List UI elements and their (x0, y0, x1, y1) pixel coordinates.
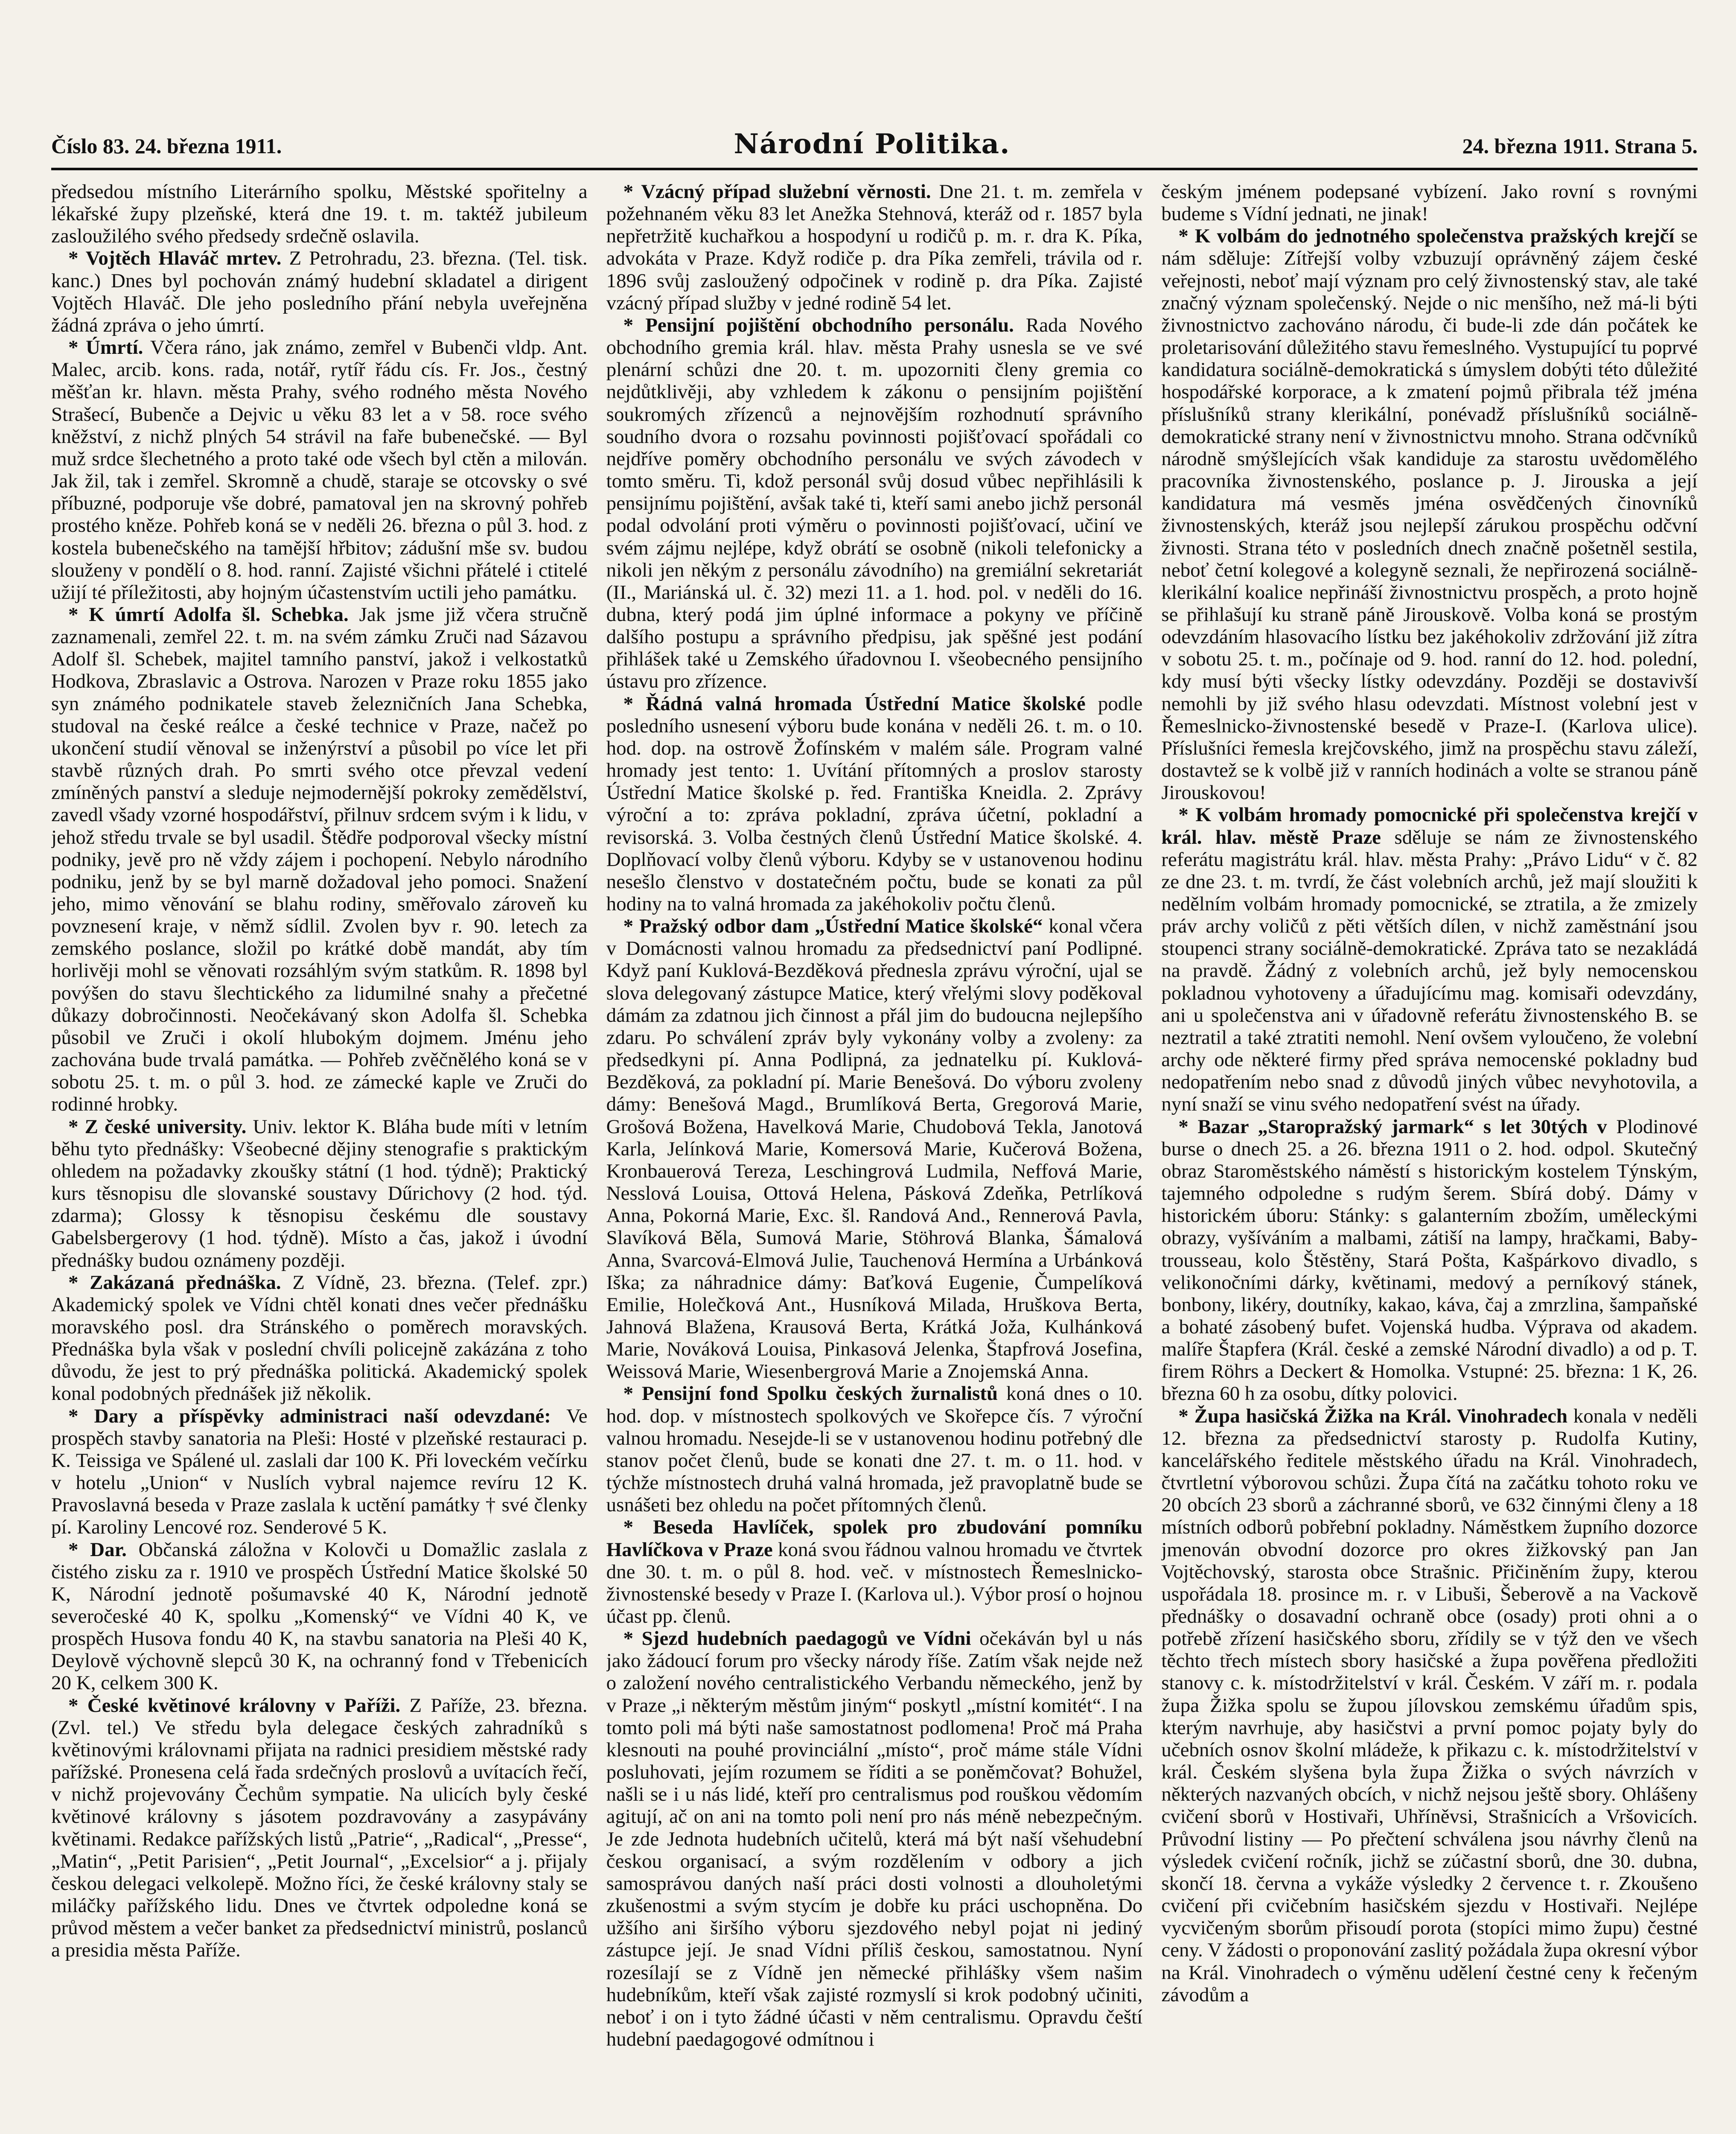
article-paragraph (606, 1516, 1143, 1627)
article-text: Dne 21. t. m. zemřela v požehnaném věku 83 let Anežka Stehnová, kteráž od r. 1857 byla nepřetržitě kuchařkou a hospodyní u rodičů p. m. r. dra K. Píka, advokáta v Praze. Když rodiče p. dra Píka zemřeli, trávila od r. 1896 svůj zasloužený odpočinek v rodině p. dra Píka. Zajisté vzácný případ služby v jedné rodině 54 let. (606, 181, 1143, 314)
article-heading: * K volbám hromady pomocnické při společenstva krejčí v král. hlav. městě Praze (1161, 804, 1698, 848)
article-paragraph (606, 1382, 1143, 1516)
article-heading: * Vojtěch Hlaváč mrtev. (68, 247, 282, 270)
article-text: koná svou řádnou valnou hromadu ve čtvrtek dne 30. t. m. o půl 8. hod. več. v místnostech Řemeslnicko-živnostenské besedy v Praze I. (Karlova ul.). Výbor prosí o hojnou účast pp. členů. (606, 1538, 1143, 1627)
article-heading: * Vzácný případ služební věrnosti. (623, 181, 931, 203)
article-text: Z Petrohradu, 23. března. (Tel. tisk. kanc.) Dnes byl pochován známý hudební skladatel a dirigent Vojtěch Hlaváč. Dle jeho posledního přání nebyla uveřejněna žádná zpráva o jeho úmrtí. (51, 247, 588, 336)
article-text: Plodinové burse o dnech 25. a 26. března 1911 o 2. hod. odpol. Skutečný obraz Staroměstského náměstí s historickým kostelem Týnským, tajemného odpoledne s rudým šerem. Sbírá dobý. Dámy v historickém úboru: Stánky: s galanterním zbožím, uměleckými obrazy, vyšíváním a malbami, zátiší na lampy, hračkami, Baby-trousseau, kolo Štěstěny, Stará Pošta, Kašpárkovo divadlo, s velikonočními dárky, květinami, medový a perníkový stánek, bonbony, likéry, doutníky, kakao, káva, čaj a zmrzlina, šampaňské a bohaté zásobený bufet. Vojenská hudba. Výprava od akadem. malíře Štapfera (Král. české a zemské Národní divadlo) a od p. T. firem Röhrs a Deckert & Homolka. Vstupné: 25. března: 1 K, 26. března 60 h za osobu, dítky polovici. (1161, 1115, 1698, 1405)
issue-date: Číslo 83. 24. března 1911. (51, 134, 282, 158)
article-heading: * Dar. (68, 1538, 127, 1561)
article-heading: * Sjezd hudebních paedagogů ve Vídni (623, 1627, 971, 1650)
page-number: 24. března 1911. Strana 5. (1462, 134, 1698, 158)
article-paragraph (606, 915, 1143, 1382)
article-text: konala v neděli 12. března za předsednictví starosty p. Rudolfa Kutiny, kancelářského ředitele městského úřadu na Král. Vinohradech, čtvrtletní výborovou schůzi. Župa čítá na začátku tohoto roku ve 20 obcích 23 sborů a záchranné sborů, ve 632 činnými členy a 18 místních odborů pobřební pokladny. Náměstkem župního dozorce jmenován obvodní dozorce pro okres žižkovský pan Jan Vojtěchovský, starosta obce Strašnic. Přičiněním župy, kterou uspořádala 18. prosince m. r. v Libuši, Šeberově a na Vackově přednášky o dosavadní ochraně obce (osady) proti ohni a o potřebě zřízení hasičského sboru, zřídily se v týž den ve všech těchto třech místech sbory hasičské a župa pověřena předložiti stanovy c. k. místodržitelství v král. Českém. V září m. r. podala župa Žižka spolu se župou jílovskou zemskému úřadům spis, kterým navrhuje, aby hasičstvi a první pomoc pojaty byly do učebních osnov školní mládeže, k přikazu c. k. místodržitelství v král. Českém slyšena byla župa Žižka o svých návrzích v některých nazvaných obcích, v nichž nejsou ještě sbory. Ohlášeny cvičení sborů v Hostivaři, Uhříněvsi, Strašnicích a Vršovicích. Průvodní listiny — Po přečtení schválena jsou návrhy členů na výsledek cvičení ročník, jichž se zúčastní sborů, dne 30. dubna, skončí 18. června a vykáže výsledky 2 července t. r. Zkoušeno cvičení při cvičebním hasičském sjezdu v Hostivaři. Nejlépe vycvičeným sborům přisoudí porota (stopíci mimo župu) čestné ceny. V žádosti o proponování zaslitý požádala župa okresní výbor na Král. Vinohradech o výměnu udělení čestné ceny k řečeným závodům a (1161, 1405, 1698, 2006)
article-text: očekáván byl u nás jako žádoucí forum pro všecky národy říše. Zatím však nejde než o založení nového centralistického Verbandu německého, jenž by v Praze „i některým městům jiným“ poskytl „místní komitét“. I na tomto poli má býti naše samostatnost podlomena! Proč má Praha klesnouti na pouhé provinciální „místo“, proč máme stále Vídni posluhovati, jejím rozumem se říditi a se poněmčovat? Bohužel, našli se i u nás lidé, kteří pro centralismus pod rouškou vědomím agitují, ač on ani na tomto poli není pro nás méně nebezpečným. Je zde Jednota hudebních učitelů, která má být naší všehudební českou organisací, a svým rozdělením v odbory a jich samosprávou daných naší práci dosti volnosti a dlouholetými zkušenostmi a svým stycím je dobře ku práci uschopněna. Do užšího ani širšího výboru sjezdového nebyl pojat ni jediný zástupce její. Je snad Vídni příliš českou, samostatnou. Nyní rozesílají se z Vídně jen německé přihlášky všem našim hudebníkům, kteří však zajisté rozmyslí si krok podobný učiniti, neboť i on i tyto žádné účasti v něm centralismu. Opravdu čeští hudební paedagogové odmítnou i (606, 1627, 1143, 2050)
article-heading: * Pensijní pojištění obchodního personálu. (623, 314, 1014, 336)
article-text: podle posledního usnesení výboru bude konána v neděli 26. t. m. o 10. hod. dop. na ostrově Žofínském v malém sále. Program valné hromady jest tento: 1. Uvítání přítomných a proslov starosty Ústřední Matice školské p. řed. Františka Kneidla. 2. Zprávy výroční a to: zpráva pokladní, zpráva účetní, pokladní a revisorská. 3. Volba čestných členů Ústřední Matice školské. 4. Doplňovací volby členů výboru. Kdyby se v ustanovenou hodinu nesešlo členstvo v dostatečném počtu, bude se konati za půl hodiny na to valná hromada za jakéhokoliv počtu členů. (606, 692, 1143, 915)
article-text: se nám sděluje: Zítřejší volby vzbuzují oprávněný zájem české veřejnosti, neboť mají význam pro celý živnostenský stav, ale také značný význam společenský. Nejde o nic menšího, než má-li býti živnostnictvo zachováno národu, či bude-li zde dán počátek ke proletarisování důležitého stavu řemeslného. Vystupující tu poprvé kandidatura sociálně-demokratická s úmyslem dobýti této důležité hospodářské korporace, a k zmatení pojmů přibrala též jména příslušníků strany klerikální, ponévadž příslušníků sociálně-demokratické strany není v živnostnictvu mnoho. Strana odčvníků národně smýšlejících však kandiduje za starostu uvědomělého pracovníka živnostenského, poslance p. J. Jirouska a její kandidatura má vesměs jména osvědčených činovníků živnostenských, kteráž jsou nejlepší zárukou prospěchu odčvní živnosti. Strana této v posledních dnech značně pošetněl sestila, neboť četní kolegové a kolegyně seznali, že nepřirozená sociálně-klerikální koalice nepřináší živnostnictvu prospěch, a proto hojně se přihlašují ku straně páně Jirouskově. Volba koná se prostým odevzdáním hlasovacího lístku bez jakéhokoliv zdržování již zítra v sobotu 25. t. m., počínaje od 9. hod. ranní do 12. hod. polední, kdy musí býti všecky lístky odevzdány. Později se dostavivší nemohli by již svého hlasu odevzdati. Místnost volební jest v Řemeslnicko-živnostenské besedě v Praze-I. (Karlova ulice). Příslušníci řemesla krejčovského, jimž na prospěchu stavu záleží, dostavtež se k volbě již v ranních hodinách a volte se stranou páně Jirouskovou! (1161, 225, 1698, 804)
article-heading: * Župa hasičská Žižka na Král. Vinohradech (1178, 1405, 1568, 1427)
article-paragraph (51, 1405, 588, 1539)
article-text: předsedou místního Literárního spolku, Městské spořitelny a lékařské župy plzeňské, která dne 19. t. m. taktéž jubileum zasloužilého svého předsedy srdečně oslavila. (51, 181, 588, 248)
article-paragraph (51, 1694, 588, 1962)
article-heading: * Úmrtí. (68, 336, 143, 359)
article-paragraph (51, 336, 588, 603)
article-paragraph (1161, 1116, 1698, 1405)
article-text: Ve prospěch stavby sanatoria na Pleši: Hosté v plzeňské restauraci p. K. Teissiga ve Spálené ul. zaslali dar 100 K. Při loveckém večírku v hotelu „Union“ v Nuslích vybral najemce revíru 12 K. Pravoslavná beseda v Praze zaslala k uctění památky † své členky pí. Karoliny Lencové roz. Senderové 5 K. (51, 1405, 588, 1539)
article-paragraph (51, 1539, 588, 1694)
article-heading: * České květinové královny v Paříži. (68, 1694, 401, 1717)
article-paragraph (1161, 225, 1698, 804)
article-text: Z Vídně, 23. března. (Telef. zpr.) Akademický spolek ve Vídni chtěl konati dnes večer přednášku moravského posl. dra Stránského o poměrech moravských. Přednáška byla však v poslední chvíli policejně zakázána z toho důvodu, že jest to prý přednáška politická. Akademický spolek konal podobných přednášek již několik. (51, 1271, 588, 1405)
page-header (51, 128, 1698, 170)
column-middle (606, 181, 1143, 2134)
article-paragraph (606, 693, 1143, 915)
article-heading: * Pražský odbor dam „Ústřední Matice školské“ (623, 915, 1043, 938)
article-text: Včera ráno, jak známo, zemřel v Bubenči vldp. Ant. Malec, arcib. kons. rada, notář, rytíř řádu cís. Fr. Jos., čestný měšťan kr. hlavn. města Prahy, svého rodného města Nového Strašecí, Bubenče a Dejvic u věku 83 let a v 58. roce svého kněžství, z nichž plných 54 strávil na faře bubenečské. — Byl muž srdce šlechetného a proto také ode všech byl ctěn a milován. Jak žil, tak i zemřel. Skromně a chudě, staraje se otcovsky o své příbuzné, podporuje vše dobré, pamatoval jen na skrovný pohřeb prostého kněze. Pohřeb koná se v neděli 26. března o půl 3. hod. z kostela bubenečského na tamější hřbitov; zádušní mše sv. budou slouženy v pondělí o 8. hod. ranní. Zajisté všichni přátelé i ctitelé užijí té příležitosti, aby hojným účastenstvím uctili jeho památku. (51, 336, 588, 603)
column-right (1161, 181, 1698, 2134)
article-heading: * Beseda Havlíček, spolek pro zbudování pomníku Havlíčkova v Praze (606, 1516, 1143, 1561)
article-heading: * Zakázaná přednáška. (68, 1271, 281, 1294)
article-paragraph (1161, 181, 1698, 225)
column-left (51, 181, 588, 2134)
article-heading: * Bazar „Staropražský jarmark“ s let 30tých v (1178, 1115, 1607, 1138)
article-text: Z Paříže, 23. března. (Zvl. tel.) Ve středu byla delegace českých zahradníků s květinovými královnami přijata na radnici presidiem městské rady pařížské. Pronesena celá řada srdečných proslovů a uvítacích řečí, v nichž projevovány Čechům sympatie. Na ulicích byly české květinové královny s jásotem pozdravovány a zasypávány květinami. Redakce pařížských listů „Patrie“, „Radical“, „Presse“, „Matin“, „Petit Parisien“, „Petit Journal“, „Excelsior“ a j. přijaly českou delegaci velkolepě. Možno říci, že české královny staly se miláčky pařížského lidu. Dnes ve čtvrtek odpoledne koná se průvod městem a večer banket za předsednictví ministrů, poslanců a presidia města Paříže. (51, 1694, 588, 1962)
article-text: Univ. lektor K. Bláha bude míti v letním běhu tyto přednášky: Všeobecné dějiny stenografie s praktickým ohledem na požadavky zkoušky státní (1 hod. týdně); Praktický kurs těsnopisu dle slovanské soustavy Dűrichovy (2 hod. týd. zdarma); Glossy k těsnopisu českému dle soustavy Gabelsbergerovy (1 hod. týdně). Místo a čas, jakož i úvodní přednášky budou oznámeny později. (51, 1115, 588, 1271)
article-paragraph (51, 247, 588, 336)
article-text: konal včera v Domácnosti valnou hromadu za předsednictví paní Podlipné. Když paní Kuklová-Bezděková přednesla zprávu výroční, ujal se slova delegovaný zástupce Matice, který vřelými slovy poděkoval dámám za zdatnou jich činnost a přál jim do budoucna nejlepšího zdaru. Po schválení zpráv byly vykonány volby a zvoleny: za předsedkyni pí. Anna Podlipná, za jednatelku pí. Kuklová-Bezděková, za pokladní pí. Marie Benešová. Do výboru zvoleny dámy: Benešová Magd., Brumlíková Berta, Gregorová Marie, Grošová Božena, Havelková Marie, Chudobová Tekla, Janotová Karla, Jelínková Marie, Komersová Marie, Kučerová Božena, Kronbauerová Tereza, Leschingrová Ludmila, Neffová Marie, Nesslová Louisa, Ottová Helena, Pásková Zdeňka, Petrlíková Anna, Pokorná Marie, Exc. šl. Randová And., Rennerová Pavla, Slavíková Běla, Sumová Marie, Stöhrová Blanka, Šámalová Anna, Svarcová-Elmová Julie, Tauchenová Hermína a Urbánková Iška; za náhradnice dámy: Baťková Eugenie, Čumpelíková Emilie, Holečková Ant., Husníková Milada, Hruškova Berta, Jahnová Blažena, Krausová Berta, Krátká Joža, Kulhánková Marie, Nováková Louisa, Pinkasová Jelenka, Štapfrová Josefina, Weissová Marie, Wiesenbergrová Marie a Znojemská Anna. (606, 915, 1143, 1383)
article-paragraph (51, 1271, 588, 1405)
article-heading: * Řádná valná hromada Ústřední Matice školské (623, 692, 1086, 715)
article-paragraph (1161, 804, 1698, 1115)
article-text: Jak jsme již včera stručně zaznamenali, zemřel 22. t. m. na svém zámku Zruči nad Sázavou Adolf šl. Schebek, majitel tamního panství, jakož i velkostatků Hodkova, Zbraslavic a Ostrova. Narozen v Praze roku 1855 jako syn známého podnikatele staveb železničních Jana Schebka, studoval na české reálce a české technice v Praze, načež po ukončení studií věnoval se inženýrství a působil po více let při stavbě různých drah. Po smrti svého otce převzal vedení zmíněných panství a sleduje nejmodernější pokroky zemědělství, zavedl všady vzorné hospodářství, přilnuv srdcem svým i k lidu, v jehož středu trvale se byl usadil. Štědře podporoval všecky místní podniky, jevě pro ně vždy zájem i pochopení. Nebylo národního podniku, jenž by se byl marně dožadoval jeho pomoci. Snažení jeho, mimo věnování se blahu rodiny, směřovalo zároveň ku povznesení kraje, v němž sídlil. Zvolen byv r. 90. letech za zemského poslance, složil po krátké době mandát, aby tím horlivěji mohl se věnovati rozsáhlým svým statkům. R. 1898 byl povýšen do stavu šlechtického za lidumilné snahy a přečetné důkazy dobročinnosti. Neočekávaný skon Adolfa šl. Schebka působil ve Zruči i okolí hlubokým dojmem. Jménu jeho zachována bude trvalá památka. — Pohřeb zvěčnělého koná se v sobotu 25. t. m. o půl 3. hod. ze zámecké kaple ve Zruči do rodinné hrobky. (51, 603, 588, 1116)
article-paragraph (1161, 1405, 1698, 2006)
article-paragraph (51, 603, 588, 1116)
article-text: sděluje se nám ze živnostenského referátu magistrátu král. hlav. města Prahy: „Právo Lidu“ v č. 82 ze dne 23. t. m. tvrdí, že část volebních archů, jež mají sloužiti k nedělním volbám hromady pomocnické, se ztratila, a že zmizely práv archy voličů z pěti větších dílen, v nichž zaměstnání jsou stoupenci strany sociálně-demokratické. Zpráva tato se nezakládá na pravdě. Žádný z volebních archů, jež byly nemocenskou pokladnou vyhotoveny a úřadujícímu mag. komisaři odevzdány, ani u společenstva ani v úřadovně referátu živnostenského B. se neztratil a také ztratiti nemohl. Není ovšem vyloučeno, že volební archy ode některé firmy před správa nemocenské pokladny bud nedopatřením nebo snad z důvodů jiných vůbec nevyhotovila, a nyní snaží se vinu svého nedopatření svést na úřady. (1161, 826, 1698, 1116)
article-columns (51, 181, 1698, 2134)
article-paragraph (606, 181, 1143, 314)
article-text: Rada Nového obchodního gremia král. hlav. města Prahy usnesla se ve své plenární schůzi dne 20. t. m. upozorniti členy gremia co nejdůtklivěji, aby vzhledem k zákonu o pensijním pojištění soukromých zřízenců a nejnovějším rozhodnutí správního soudního dvora o rozsahu povinnosti pojišťovací spořádali co nejdříve poměry obchodního personálu ve svých závodech v tomto směru. Ti, kdož personál svůj dosud vůbec nepřihlásili k pensijnímu pojištění, avšak také ti, kteří sami anebo jichž personál podal odvolání proti výměru o povinnosti pojišťovací, učiní ve svém zájmu nejlépe, když obrátí se osobně (nikoli telefonicky a nikoli jen někým z personálu závodního) na gremiální sekretariát (II., Mariánská ul. č. 32) mezi 11. a 1. hod. pol. v neděli do 16. dubna, který podá jim úplné informace a pokyny ve příčině dalšího postupu a správního předpisu, jak spěšné jest podání přihlášek také u Zemského úřadovnou I. všeobecného pensijního ústavu pro zřízence. (606, 314, 1143, 693)
article-heading: * Pensijní fond Spolku českých žurnalistů (623, 1382, 998, 1405)
masthead-title: Národní Politika. (734, 128, 1011, 160)
article-paragraph (51, 181, 588, 247)
article-heading: * K volbám do jednotného společenstva pražských krejčí (1178, 225, 1675, 248)
article-paragraph (51, 1116, 588, 1271)
article-text: koná dnes o 10. hod. dop. v místnostech spolkových ve Skořepce čís. 7 výroční valnou hromadu. Nesejde-li se v ustanovenou hodinu potřebný dle stanov počet členů, bude se konati dne 27. t. m. o 11. hod. v týchže místnostech druhá valná hromada, jež pravoplatně bude se usnášeti bez ohledu na počet přítomných členů. (606, 1382, 1143, 1516)
article-paragraph (606, 314, 1143, 693)
article-paragraph (606, 1627, 1143, 2050)
article-text: českým jménem podepsané vybízení. Jako rovní s rovnými budeme s Vídní jednati, ne jinak! (1161, 181, 1698, 225)
article-heading: * K úmrtí Adolfa šl. Schebka. (68, 603, 349, 626)
article-text: Občanská záložna v Kolovči u Domažlic zaslala z čistého zisku za r. 1910 ve prospěch Ústřední Matice školské 50 K, Národní jednotě pošumavské 40 K, Národní jednotě severočeské 40 K, spolku „Komenský“ ve Vídni 40 K, ve prospěch Husova fondu 40 K, na stavbu sanatoria na Pleši 40 K, Deylově výchovně slepců 30 K, na ochranný fond v Třebenicích 20 K, celkem 300 K. (51, 1538, 588, 1694)
article-heading: * Dary a příspěvky administraci naší odevzdané: (68, 1405, 551, 1427)
article-heading: * Z české university. (68, 1115, 247, 1138)
